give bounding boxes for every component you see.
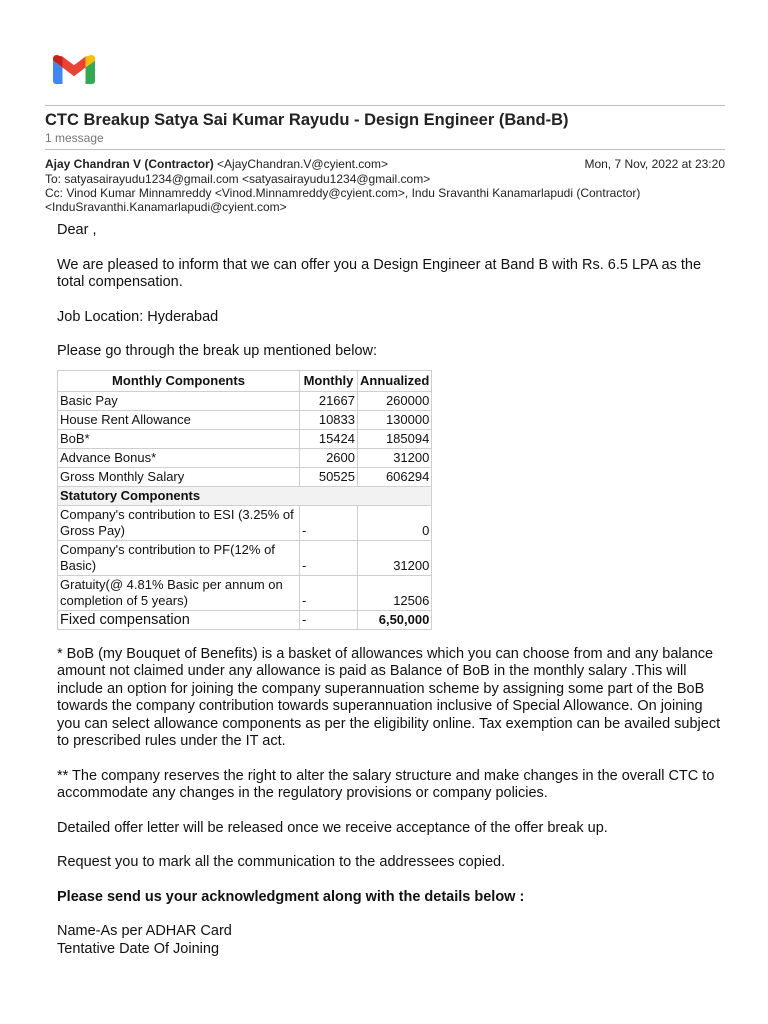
table-row (58, 505, 432, 540)
table-row (58, 575, 432, 610)
table-row (58, 467, 432, 486)
section-row (58, 486, 432, 505)
monthly-value: - (300, 610, 358, 629)
table-row (58, 429, 432, 448)
component-label: Gratuity(@ 4.81% Basic per annum on completion of 5 years) (58, 575, 300, 610)
component-label: Basic Pay (58, 391, 300, 410)
cc-line-continued: <InduSravanthi.Kanamarlapudi@cyient.com> (45, 200, 287, 214)
table-row (58, 410, 432, 429)
annual-value: 606294 (358, 467, 432, 486)
ctc-table (57, 370, 432, 630)
table-header: Annualized (358, 370, 432, 391)
annual-total-value: 6,50,000 (358, 610, 432, 629)
total-row (58, 610, 432, 629)
sender-address: <AjayChandran.V@cyient.com> (217, 157, 388, 171)
table-header: Monthly (300, 370, 358, 391)
monthly-value: 15424 (300, 429, 358, 448)
monthly-value: - (300, 540, 358, 575)
table-header: Monthly Components (58, 370, 300, 391)
thread-divider (45, 149, 725, 150)
sender-name: Ajay Chandran V (Contractor) (45, 157, 214, 171)
table-row (58, 448, 432, 467)
component-label: Company's contribution to PF(12% of Basic) (58, 540, 300, 575)
email-date: Mon, 7 Nov, 2022 at 23:20 (584, 157, 725, 171)
acknowledgment-request: Please send us your acknowledgment along with the details below : (57, 888, 525, 905)
component-label: Advance Bonus* (58, 448, 300, 467)
annual-value: 185094 (358, 429, 432, 448)
detail-item: Tentative Date Of Joining (57, 940, 220, 957)
bob-note: * BoB (my Bouquet of Benefits) is a basket of allowances which you can choose from and any balance amount not claimed under any allowance is paid as Balance of BoB in the monthly salary .This will include an option for joining the company superannuation scheme by assigning some part of the BoB towards the company contribution towards superannuation inclusive of Special Allowance. On joining you can select allowance components as per the eligibility online. Tax exemption can be availed subject to prescribed rules under the IT act. (57, 645, 721, 749)
gmail-logo-icon (53, 55, 95, 84)
monthly-value: - (300, 575, 358, 610)
breakup-intro: Please go through the break up mentioned below: (57, 343, 378, 359)
component-label: Gross Monthly Salary (58, 467, 300, 486)
offer-letter-note: Detailed offer letter will be released once we receive acceptance of the offer break up. (57, 819, 608, 836)
detail-item: Name-As per ADHAR Card (57, 923, 232, 939)
annual-value: 31200 (358, 540, 432, 575)
monthly-value: 10833 (300, 410, 358, 429)
component-label: BoB* (58, 429, 300, 448)
annual-value: 12506 (358, 575, 432, 610)
annual-value: 31200 (358, 448, 432, 467)
to-line: To: satyasairayudu1234@gmail.com <satyasairayudu1234@gmail.com> (45, 172, 431, 186)
table-header-row (58, 370, 432, 391)
greeting: Dear , (57, 222, 97, 238)
monthly-value: 2600 (300, 448, 358, 467)
offer-paragraph: We are pleased to inform that we can offer you a Design Engineer at Band B with Rs. 6.5 LPA as the total compensation. (57, 256, 702, 290)
email-body (57, 222, 727, 958)
table-row (58, 540, 432, 575)
annual-value: 0 (358, 505, 432, 540)
table-row (58, 391, 432, 410)
statutory-section-header: Statutory Components (58, 486, 432, 505)
annual-value: 260000 (358, 391, 432, 410)
rights-note: ** The company reserves the right to alter the salary structure and make changes in the overall CTC to accommodate any changes in the regulatory provisions or company policies. (57, 767, 715, 801)
component-label: Fixed compensation (58, 610, 300, 629)
monthly-value: 21667 (300, 391, 358, 410)
cc-line: Cc: Vinod Kumar Minnamreddy <Vinod.Minnamreddy@cyient.com>, Indu Sravanthi Kanamarlapudi (Contractor) (45, 186, 641, 200)
job-location: Job Location: Hyderabad (57, 308, 219, 325)
monthly-value: 50525 (300, 467, 358, 486)
message-count: 1 message (45, 131, 104, 145)
email-subject: CTC Breakup Satya Sai Kumar Rayudu - Design Engineer (Band-B) (45, 111, 569, 129)
monthly-value: - (300, 505, 358, 540)
component-label: House Rent Allowance (58, 410, 300, 429)
request-note: Request you to mark all the communication to the addressees copied. (57, 854, 506, 870)
header-divider (45, 105, 725, 106)
component-label: Company's contribution to ESI (3.25% of Gross Pay) (58, 505, 300, 540)
annual-value: 130000 (358, 410, 432, 429)
